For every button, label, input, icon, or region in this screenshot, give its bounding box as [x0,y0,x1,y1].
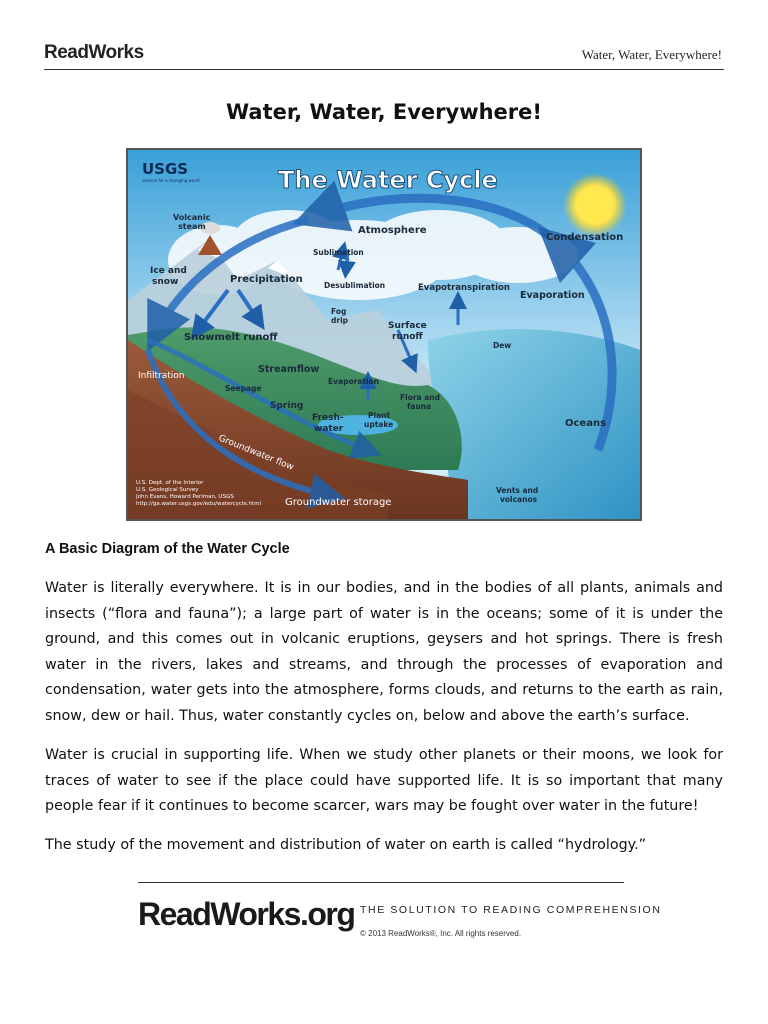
label-volcanic-steam: Volcanic [173,213,211,222]
usgs-logo: USGS [142,160,189,178]
label-ice-snow-2: snow [152,277,179,287]
label-infiltration: Infiltration [138,371,185,381]
label-seepage: Seepage [225,384,262,393]
label-condensation: Condensation [546,232,624,243]
label-vents-volcanos: Vents and [496,486,539,495]
label-evaporation-top: Evaporation [520,290,585,301]
label-groundwater-storage: Groundwater storage [285,497,392,508]
paragraph-3: The study of the movement and distribution of water on earth is called “hydrology.” [45,837,647,853]
label-desublimation: Desublimation [324,281,386,290]
label-fog-drip-2: drip [331,316,349,325]
label-surface-runoff-2: runoff [392,332,423,342]
figure-caption: A Basic Diagram of the Water Cycle [45,541,290,557]
label-ice-snow: Ice and [150,266,187,276]
diagram-title: The Water Cycle [278,166,498,194]
water-cycle-diagram [126,148,642,521]
label-surface-runoff: Surface [388,321,427,331]
label-dew: Dew [493,341,512,350]
header-logo: ReadWorks [44,42,144,63]
label-plant-uptake: Plant [368,411,391,420]
credit-line-2: U.S. Geological Survey [136,487,199,493]
label-oceans: Oceans [565,418,607,429]
page-title: Water, Water, Everywhere! [226,100,542,124]
label-groundwater-flow: Groundwater flow [216,433,295,473]
label-flora-fauna: Flora and [400,393,440,402]
footer-logo: ReadWorks.org [138,896,355,932]
label-fog-drip: Fog [331,307,347,316]
credit-line-1: U.S. Dept. of the Interior [136,480,204,486]
label-spring: Spring [270,401,304,411]
label-streamflow: Streamflow [258,364,320,375]
footer-divider [138,882,624,883]
credit-line-3: John Evans, Howard Perlman, USGS [136,494,234,500]
label-flora-fauna-2: fauna [407,402,432,411]
paragraph-2: Water is crucial in supporting life. When we study other planets or their moons, we look for traces of water to see if the place could have supported life. It is so important that many people fear if it continues to become scarcer, wars may be fought over water in the future! [45,747,723,814]
label-evapotranspiration: Evapotranspiration [418,283,510,293]
label-atmosphere: Atmosphere [358,225,427,236]
usgs-tagline: science for a changing world [142,178,200,183]
label-fresh-water: Fresh- [312,413,344,423]
footer-tagline: THE SOLUTION TO READING COMPREHENSION [360,904,662,916]
credit-line-4: http://ga.water.usgs.gov/edu/watercycle.html [136,501,262,507]
label-volcanic-steam-2: steam [178,222,206,231]
label-evaporation-mid: Evaporation [328,377,380,386]
label-fresh-water-2: water [314,424,344,434]
label-precipitation: Precipitation [230,274,303,285]
label-snowmelt-runoff: Snowmelt runoff [184,332,278,343]
running-title: Water, Water, Everywhere! [581,47,722,62]
header-divider [44,69,724,70]
label-vents-volcanos-2: volcanos [500,495,538,504]
footer-copyright: © 2013 ReadWorks®, Inc. All rights reserved. [360,929,522,938]
label-plant-uptake-2: uptake [364,420,394,429]
paragraph-1: Water is literally everywhere. It is in our bodies, and in the bodies of all plants, animals and insects (“flora and fauna”); a large part of water is in the oceans; some of it is under the ground, and this comes out in volcanic eruptions, geysers and hot springs. There is fresh water in the rivers, lakes and streams, and through the processes of evaporation and condensation, water gets into the atmosphere, forms clouds, and returns to the earth as rain, snow, dew or hail. Thus, water constantly cycles on, below and above the earth’s surface. [45,580,723,724]
label-sublimation: Sublimation [313,248,364,257]
